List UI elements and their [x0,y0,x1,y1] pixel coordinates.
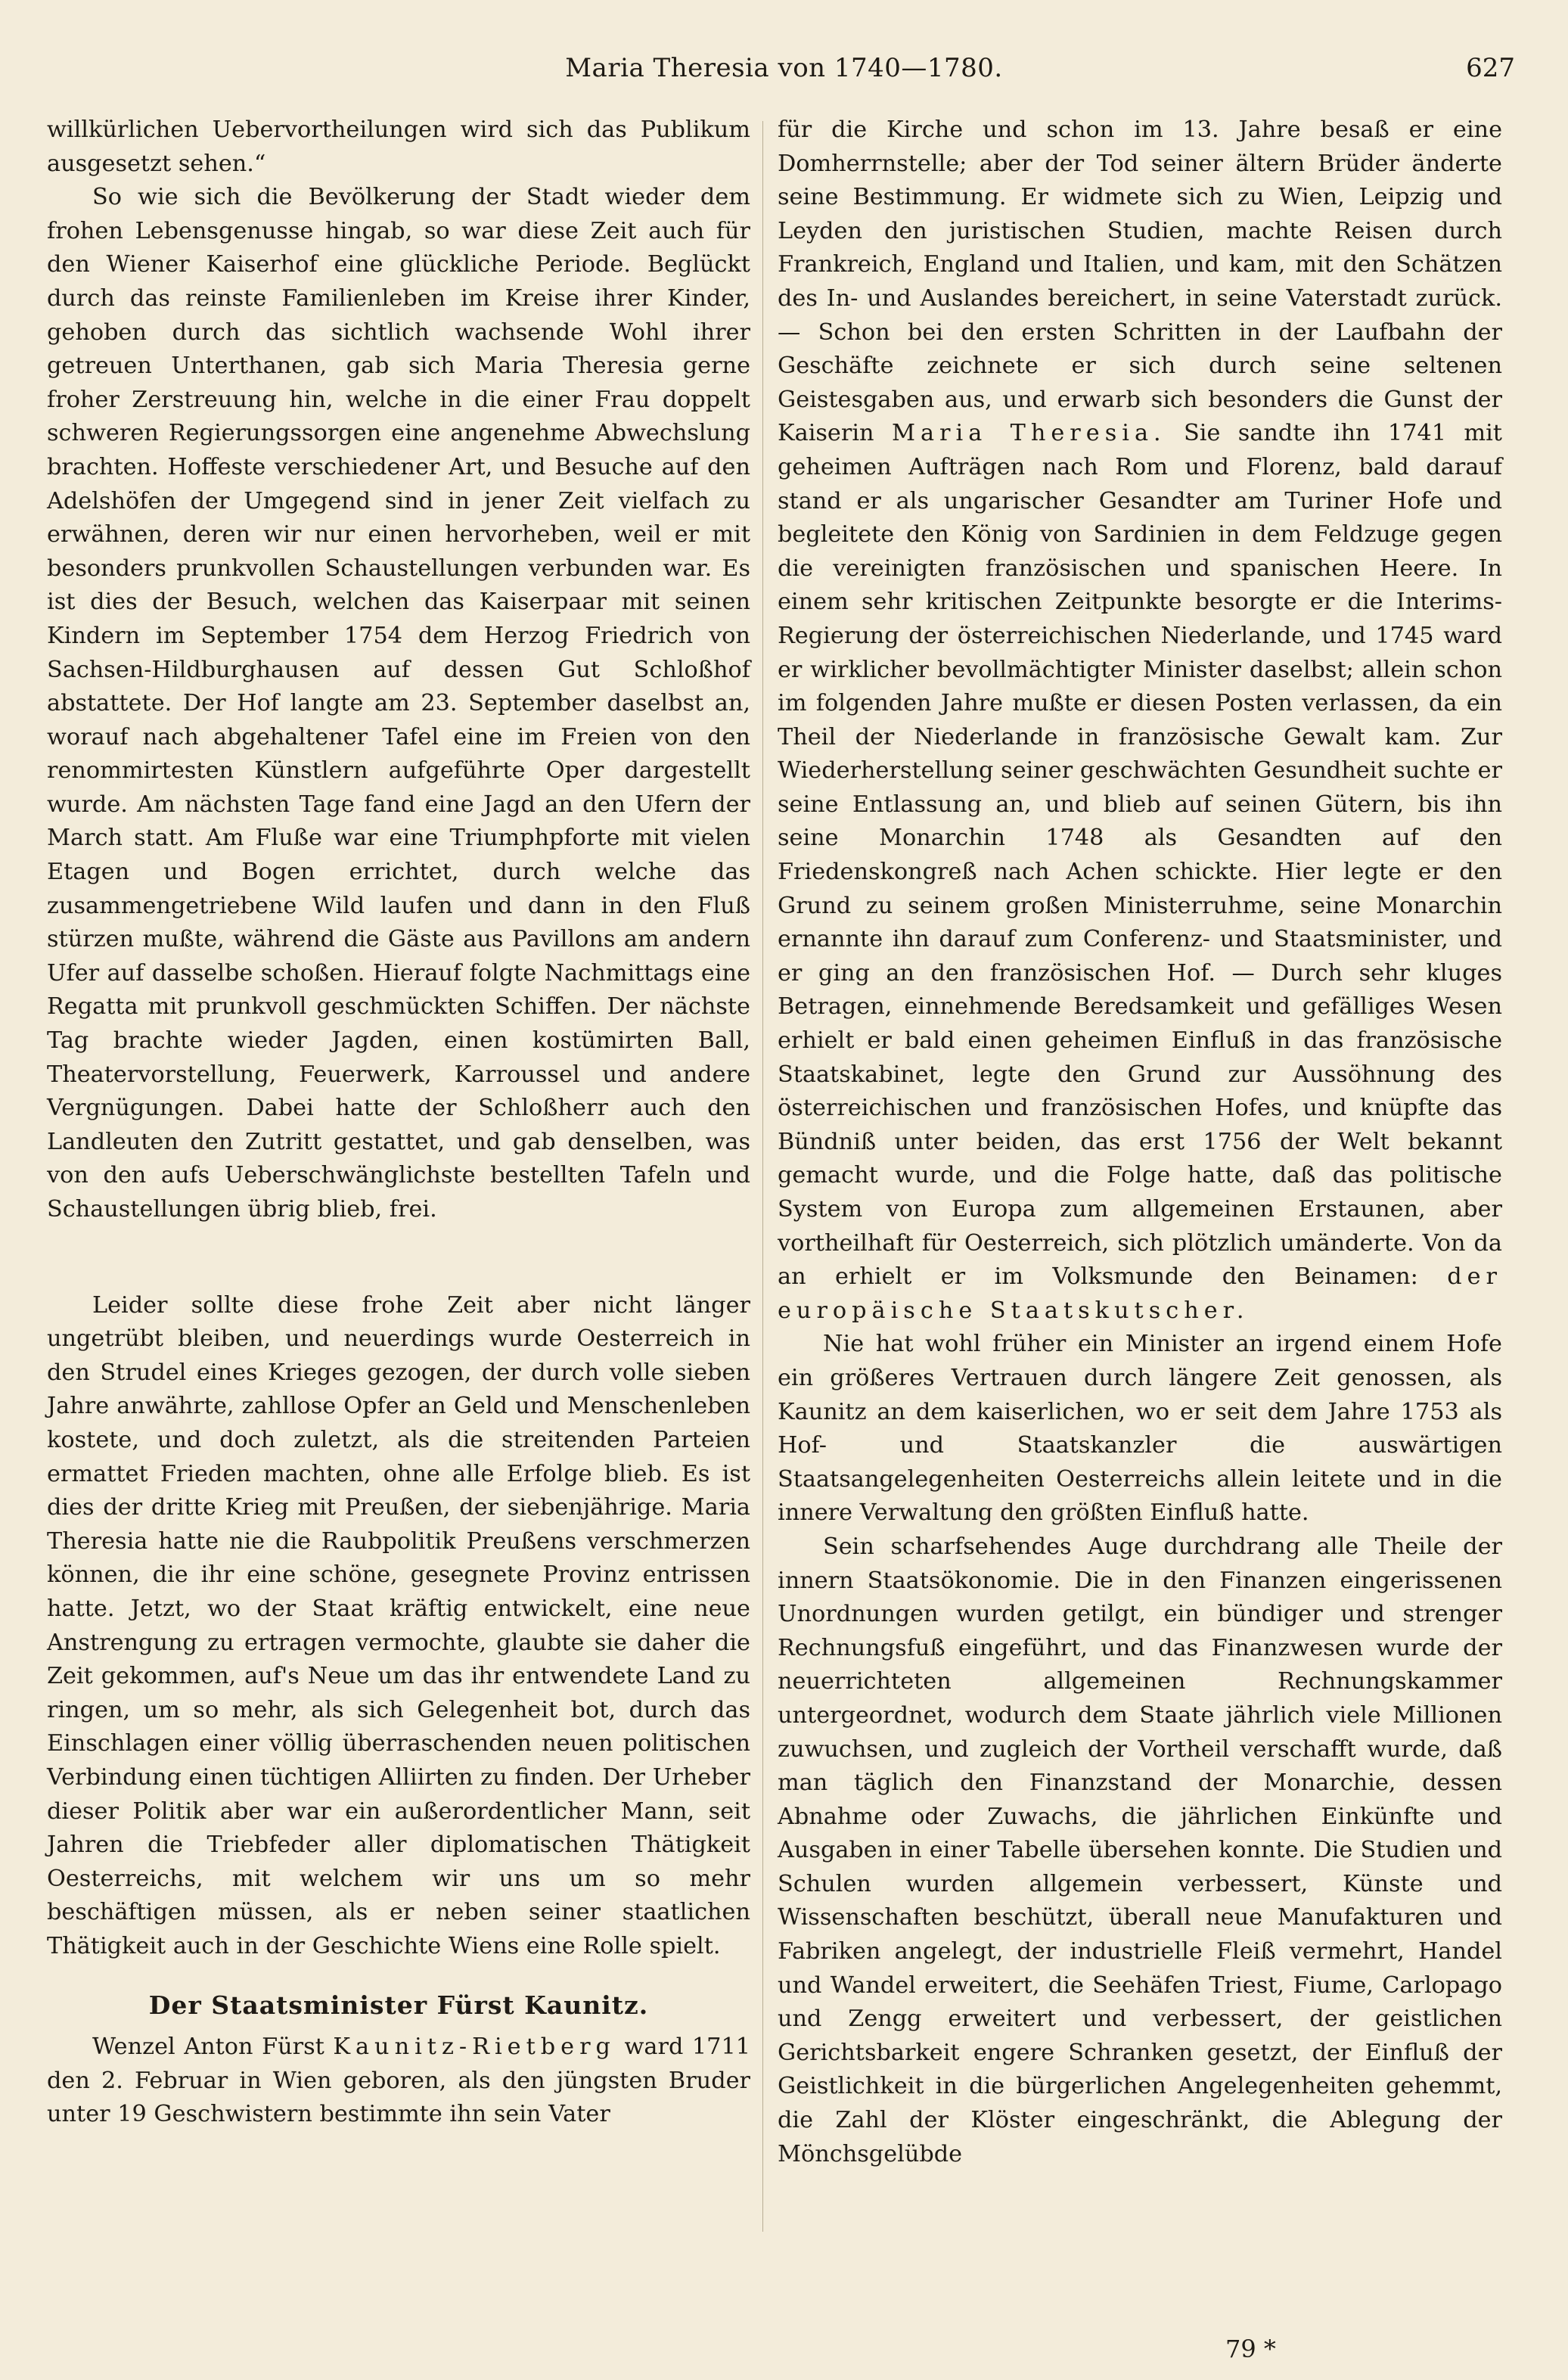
paragraph-gap [47,1227,750,1289]
left-paragraph-4 [47,2030,750,2132]
right-paragraph-1 [778,113,1502,1328]
sheet-signature: 79 * [1225,2335,1276,2363]
emphasized-name: Maria Theresia. [891,420,1166,447]
paragraph-text: ward 1711 den 2. Februar in Wien geboren, als den jüngsten Bruder unter 19 Geschwistern bestimmte ihn sein Vater [47,2034,750,2128]
left-paragraph-2: So wie sich die Bevölkerung der Stadt wieder dem frohen Lebensgenusse hingab, so war diese Zeit auch für den Wiener Kaiserhof eine glückliche Periode. Beglückt durch das reinste Familienleben im Kreise ihrer Kinder, gehoben durch das sichtlich wachsende Wohl ihrer getreuen Unterthanen, gab sich Maria Theresia gerne froher Zerstreuung hin, welche in die einer Frau doppelt schweren Regierungssorgen eine angenehme Abwechslung brachten. Hoffeste verschiedener Art, und Besuche auf den Adelshöfen der Umgegend sind in jener Zeit vielfach zu erwähnen, deren wir nur einen hervorheben, weil er mit besonders prunkvollen Schaustellungen verbunden war. Es ist dies der Besuch, welchen das Kaiserpaar mit seinen Kindern im September 1754 dem Herzog Friedrich von Sachsen-Hildburghausen auf dessen Gut Schloßhof abstattete. Der Hof langte am 23. September daselbst an, worauf nach abgehaltener Tafel eine im Freien von den renommirtesten Künstlern aufgeführte Oper dargestellt wurde. Am nächsten Tage fand eine Jagd an den Ufern der March statt. Am Fluße war eine Triumphpforte mit vielen Etagen und Bogen errichtet, durch welche das zusammengetriebene Wild laufen und dann in den Fluß stürzen mußte, während die Gäste aus Pavillons am andern Ufer auf dasselbe schoßen. Hierauf folgte Nachmittags eine Regatta mit prunkvoll geschmückten Schiffen. Der nächste Tag brachte wieder Jagden, einen kostümirten Ball, Theatervorstellung, Feuerwerk, Karroussel und andere Vergnügungen. Dabei hatte der Schloßherr auch den Landleuten den Zutritt gestattet, und gab denselben, was von den aufs Ueberschwänglichste bestellten Tafeln und Schaustellungen übrig blieb, frei. [47,184,750,1223]
emphasized-epithet: der europäische Staatskutscher. [778,1263,1502,1324]
right-paragraph-2: Nie hat wohl früher ein Minister an irgend einem Hofe ein größeres Vertrauen durch längere Zeit genossen, als Kaunitz an dem kaiserlichen, wo er seit dem Jahre 1753 als Hof- und Staatskanzler die auswärtigen Staatsangelegenheiten Oesterreichs allein leitete und in die innere Verwaltung den größten Einfluß hatte. [778,1331,1502,1527]
page-header [0,53,1568,91]
paragraph-text: Wenzel Anton Fürst [92,2034,324,2061]
left-paragraph-3: Leider sollte diese frohe Zeit aber nicht länger ungetrübt bleiben, und neuerdings wurde Oesterreich in den Strudel eines Krieges gezogen, der durch volle sieben Jahre anwährte, zahllose Opfer an Geld und Menschenleben kostete, und doch zuletzt, als die streitenden Parteien ermattet Frieden machten, ohne alle Erfolge blieb. Es ist dies der dritte Krieg mit Preußen, der siebenjährige. Maria Theresia hatte nie die Raubpolitik Preußens verschmerzen können, die ihr eine schöne, gesegnete Provinz entrissen hatte. Jetzt, wo der Staat kräftig entwickelt, eine neue Anstrengung zu ertragen vermochte, glaubte sie daher die Zeit gekommen, auf's Neue um das ihr entwendete Land zu ringen, um so mehr, als sich Gelegenheit bot, durch das Einschlagen einer völlig überraschenden neuen politischen Verbindung einen tüchtigen Alliirten zu finden. Der Urheber dieser Politik aber war ein außerordentlicher Mann, seit Jahren die Triebfeder aller diplomatischen Thätigkeit Oesterreichs, mit welchem wir uns um so mehr beschäftigen müssen, als er neben seiner staatlichen Thätigkeit auch in der Geschichte Wiens eine Rolle spielt. [47,1291,750,1959]
right-paragraph-3: Sein scharfsehendes Auge durchdrang alle Theile der innern Staatsökonomie. Die in den Finanzen eingerissenen Unordnungen wurden getilgt, ein bündiger und strenger Rechnungsfuß eingeführt, und das Finanzwesen wurde der neuerrichteten allgemeinen Rechnungskammer untergeordnet, wodurch dem Staate jährlich viele Millionen zuwuchsen, und zugleich der Vortheil verschafft wurde, daß man täglich den Finanzstand der Monarchie, dessen Abnahme oder Zuwachs, die jährlichen Einkünfte und Ausgaben in einer Tabelle übersehen konnte. Die Studien und Schulen wurden allgemein verbessert, Künste und Wissenschaften beschützt, überall neue Manufakturen und Fabriken angelegt, der industrielle Fleiß vermehrt, Handel und Wandel erweitert, die Seehäfen Triest, Fiume, Carlopago und Zengg erweitert und verbessert, der geistlichen Gerichtsbarkeit engere Schranken gesetzt, der Einfluß der Geistlichkeit in die bürgerlichen Angelegenheiten gehemmt, die Zahl der Klöster eingeschränkt, die Ablegung der Mönchsgelübde [778,1533,1502,2167]
paragraph-text: für die Kirche und schon im 13. Jahre besaß er eine Domherrnstelle; aber der Tod seiner ältern Brüder änderte seine Bestimmung. Er widmete sich zu Wien, Leipzig und Leyden den juristischen Studien, machte Reisen durch Frankreich, England und Italien, und kam, mit den Schätzen des In- und Auslandes bereichert, in seine Vaterstadt zurück. — Schon bei den ersten Schritten in der Laufbahn der Geschäfte zeichnete er sich durch seine seltenen Geistesgaben aus, und erwarb sich besonders die Gunst der Kaiserin [778,117,1502,447]
page-number: 627 [1466,53,1515,83]
right-column [778,113,1502,2171]
left-column [47,113,750,2132]
column-divider [762,121,763,2232]
running-title: Maria Theresia von 1740—1780. [565,53,1003,83]
emphasized-name: Kaunitz-Rietberg [333,2034,616,2061]
paragraph-text: Sie sandte ihn 1741 mit geheimen Aufträgen nach Rom und Florenz, bald darauf stand er als ungarischer Gesandter am Turiner Hofe und begleitete den König von Sardinien in dem Feldzuge gegen die vereinigten französischen und spanischen Heere. In einem sehr kritischen Zeitpunkte besorgte er die Interims-Regierung der österreichischen Niederlande, und 1745 ward er wirklicher bevollmächtigter Minister daselbst; allein schon im folgenden Jahre mußte er diesen Posten verlassen, da ein Theil der Niederlande in französische Gewalt kam. Zur Wiederherstellung seiner geschwächten Gesundheit suchte er seine Entlassung an, und blieb auf seinen Gütern, bis ihn seine Monarchin 1748 als Gesandten auf den Friedenskongreß nach Achen schickte. Hier legte er den Grund zu seinem großen Ministerruhme, seine Monarchin ernannte ihn darauf zum Conferenz- und Staatsminister, und er ging an den französischen Hof. — Durch sehr kluges Betragen, einnehmende Beredsamkeit und gefälliges Wesen erhielt er bald einen geheimen Einfluß in das französische Staatskabinet, legte den Grund zur Aussöhnung des österreichischen und französischen Hofes, und knüpfte das Bündniß unter beiden, das erst 1756 der Welt bekannt gemacht wurde, und die Folge hatte, daß das politische System von Europa zum allgemeinen Erstaunen, aber vortheilhaft für Oesterreich, sich plötzlich umänderte. Von da an erhielt er im Volksmunde den Beinamen: [778,420,1502,1291]
left-paragraph-1: willkürlichen Uebervortheilungen wird sich das Publikum ausgesetzt sehen.“ [47,117,750,177]
section-heading: Der Staatsminister Fürst Kaunitz. [148,1990,649,2021]
